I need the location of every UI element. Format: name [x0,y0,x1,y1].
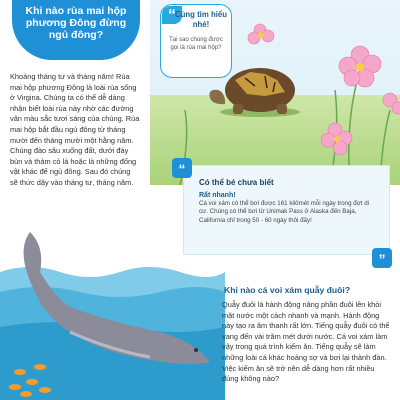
article-paragraph: Quẫy đuôi là hành động nâng phần đuôi lên khỏi mặt nước một cách nhanh và mạnh. Hành động này tạo ra âm thanh rất lớn. Tiếng quẫy đuôi có thể vang đến vài trăm mét dưới nước. Cá voi xám làm vậy trong quá trình kiếm ăn. Tiếng quẫy sẽ làm những loài cá khác hoảng sợ và bơi lại thành đàn. Việc kiếm ăn sẽ trở nên dễ dàng hơn rất nhiều đúng không nào? [222,300,390,384]
article-paragraph: Khoảng tháng tư và tháng năm! Rùa mai hộp phương Đông là loài rùa sống ở Virgina. Chúng ta có thể dễ dàng nhận biết loài rùa này nhờ các đường vân màu sắc tươi sáng của chúng. Rùa mai hộp bắt đầu ngủ đông từ tháng mười đến tháng mười một hằng năm. Chúng đào sâu xuống đất, dưới đáy bùn và thảm cỏ lá hoặc là những đống vật khác để ngủ đông. Sau đó chúng sẽ thức dậy vào tháng tư, tháng năm. [10,72,140,187]
article-turtle [10,72,140,189]
info-box-text: Cá voi xám có thể bơi được 161 kilômét mỗi ngày trong đợt di cư. Chúng có thể bơi từ Unimak Pass ở Alaska đến Baja, California chỉ trong 50 - 60 ngày thôi đấy! [199,200,370,224]
bubble-title: Cùng tìm hiểu nhé! [175,10,227,29]
article-whale [222,300,392,385]
quote-icon: “ [162,6,182,24]
quote-open-icon: “ [172,158,192,178]
info-box-subtitle: Rất nhanh! [199,192,236,199]
quote-close-icon: ” [372,248,392,268]
question-line: Khi nào rùa mai hộp [25,5,127,17]
bubble-text: Tại sao chúng được gọi là rùa mai hộp? [169,37,223,51]
info-box-title: Có thể bé chưa biết [199,178,274,187]
fact-bubble [160,4,232,82]
whale-illustration [0,232,225,400]
question-heading-turtle [12,0,140,60]
article-whale-title: Khi nào cá voi xám quẫy đuôi? [224,285,351,295]
question-line: ngủ đông? [48,29,104,41]
question-line: phương Đông đừng [25,17,127,29]
